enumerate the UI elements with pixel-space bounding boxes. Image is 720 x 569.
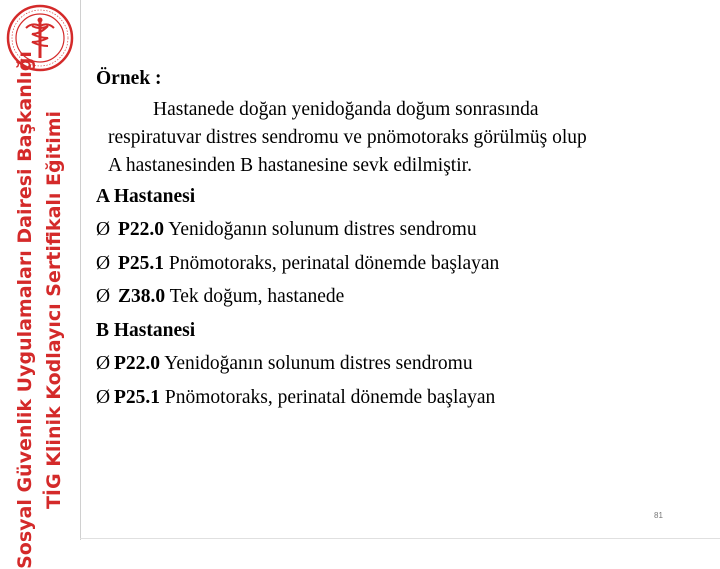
arrow-bullet-icon: Ø bbox=[96, 252, 111, 274]
example-heading: Örnek : bbox=[96, 68, 162, 89]
diagnosis-code: Z38.0 bbox=[118, 286, 166, 307]
list-item bbox=[96, 347, 706, 381]
paragraph-line-1: Hastanede doğan yenidoğanda doğum sonrasında bbox=[153, 98, 539, 120]
list-item bbox=[96, 213, 706, 247]
diagnosis-code: P22.0 bbox=[114, 353, 161, 374]
arrow-bullet-icon: Ø bbox=[96, 286, 111, 307]
list-item bbox=[96, 280, 706, 314]
page-number: 81 bbox=[654, 511, 663, 520]
slide-content bbox=[96, 62, 706, 414]
divider bbox=[80, 0, 81, 540]
sidebar-title-line1: Sosyal Güvenlik Uygulamaları Dairesi Başkanlığı bbox=[14, 51, 36, 569]
arrow-bullet-icon: Ø bbox=[96, 353, 111, 374]
hospital-a-title: A Hastanesi bbox=[96, 185, 196, 207]
sidebar-title-line2: TİG Klinik Kodlayıcı Sertifikalı Eğitimi bbox=[43, 110, 65, 510]
diagnosis-text: Yenidoğanın solunum distres sendromu bbox=[160, 353, 473, 374]
hospital-b-title: B Hastanesi bbox=[96, 319, 196, 341]
diagnosis-code: P25.1 bbox=[118, 252, 165, 274]
arrow-bullet-icon: Ø bbox=[96, 386, 111, 408]
arrow-bullet-icon: Ø bbox=[96, 219, 111, 240]
sidebar bbox=[0, 0, 81, 569]
list-item bbox=[96, 381, 706, 415]
paragraph-line-3: A hastanesinden B hastanesine sevk edilmiştir. bbox=[108, 154, 472, 176]
sidebar-vertical-title bbox=[11, 51, 69, 569]
diagnosis-text: Pnömotoraks, perinatal dönemde başlayan bbox=[160, 386, 496, 408]
paragraph-line-2: respiratuvar distres sendromu ve pnömotoraks görülmüş olup bbox=[108, 126, 587, 148]
diagnosis-text: Tek doğum, hastanede bbox=[165, 286, 345, 307]
bottom-divider bbox=[80, 538, 720, 539]
diagnosis-code: P22.0 bbox=[118, 219, 165, 240]
diagnosis-code: P25.1 bbox=[114, 386, 161, 408]
diagnosis-text: Pnömotoraks, perinatal dönemde başlayan bbox=[164, 252, 500, 274]
example-paragraph bbox=[96, 96, 706, 180]
diagnosis-text: Yenidoğanın solunum distres sendromu bbox=[164, 219, 477, 240]
list-item bbox=[96, 247, 706, 281]
